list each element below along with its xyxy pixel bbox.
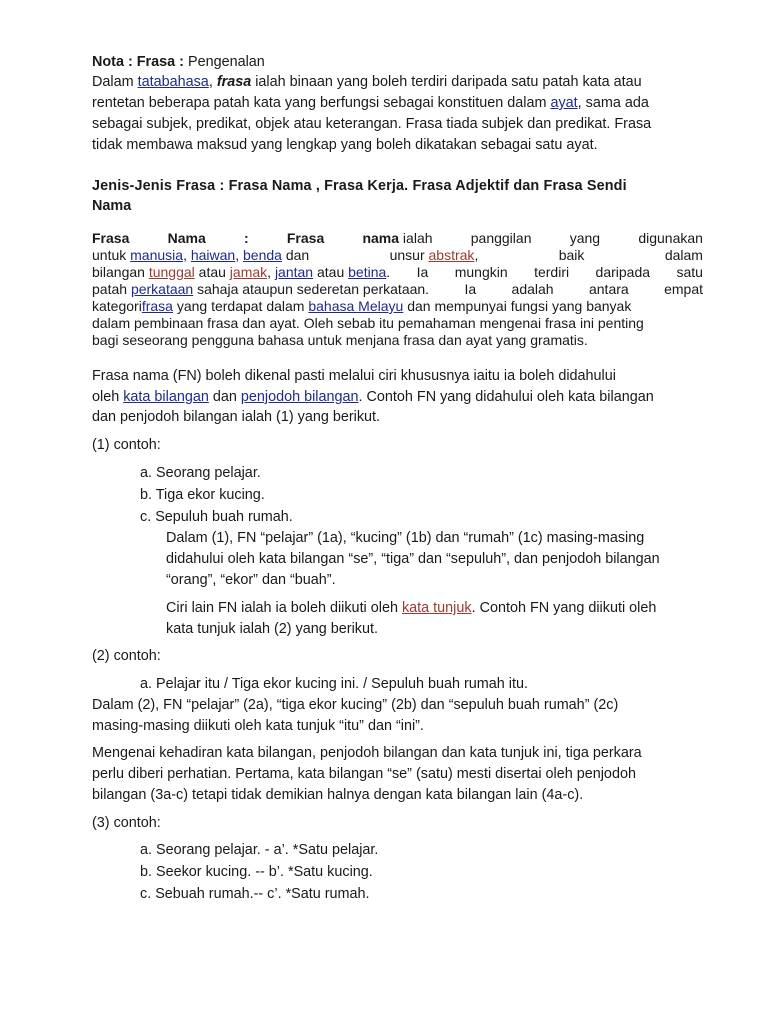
term-nama: nama bbox=[362, 230, 400, 246]
link-frasa[interactable]: frasa bbox=[141, 298, 173, 314]
word: panggilan bbox=[470, 230, 532, 246]
example-3-item: b. Seekor kucing. -- b’. *Satu kucing. bbox=[140, 864, 373, 880]
link-tunggal[interactable]: tunggal bbox=[148, 264, 195, 280]
note-title bbox=[92, 52, 265, 73]
text: dan mempunyai fungsi yang banyak bbox=[403, 298, 632, 314]
p2-line-3: dan penjodoh bilangan ialah (1) yang berikut. bbox=[92, 409, 381, 425]
link-perkataan[interactable]: perkataan bbox=[130, 281, 194, 297]
heading-line-2: Nama bbox=[92, 198, 132, 214]
link-kata-bilangan[interactable]: kata bilangan bbox=[123, 389, 209, 405]
segment bbox=[92, 264, 390, 281]
link-benda[interactable]: benda bbox=[243, 247, 282, 263]
word: mungkin bbox=[454, 264, 508, 280]
text: bilangan bbox=[92, 264, 149, 280]
link-ayat[interactable]: ayat bbox=[550, 95, 578, 111]
example-1-note: didahului oleh kata bilangan “se”, “tiga” dan “sepuluh”, dan penjodoh bilangan bbox=[166, 551, 660, 567]
text: atau bbox=[313, 264, 349, 280]
word: Frasa bbox=[92, 230, 130, 246]
word: daripada bbox=[595, 264, 651, 280]
example-1-item: c. Sepuluh buah rumah. bbox=[140, 509, 293, 525]
fn-def-line-1 bbox=[92, 230, 703, 247]
text: yang terdapat dalam bbox=[172, 298, 309, 314]
segment bbox=[92, 281, 429, 298]
text: sahaja ataupun sederetan perkataan. bbox=[193, 281, 430, 297]
word: Nama bbox=[167, 230, 206, 246]
fn-def-line-4 bbox=[92, 281, 703, 298]
p3-line: bilangan (3a-c) tetapi tidak demikian halnya dengan kata bilangan lain (4a-c). bbox=[92, 787, 584, 803]
term-frasa: frasa bbox=[216, 74, 252, 90]
fn-def-line-2 bbox=[92, 247, 703, 264]
segment bbox=[92, 247, 309, 264]
word bbox=[362, 230, 432, 247]
text: untuk bbox=[92, 247, 131, 263]
word: antara bbox=[588, 281, 629, 297]
word: baik bbox=[558, 247, 585, 263]
p3-line: perlu diberi perhatian. Pertama, kata bilangan “se” (satu) mesti disertai oleh penjodoh bbox=[92, 766, 636, 782]
intro-line-2 bbox=[92, 93, 649, 114]
word: Ia bbox=[416, 264, 429, 280]
text: . bbox=[386, 264, 391, 280]
text: , bbox=[235, 247, 243, 263]
link-betina[interactable]: betina bbox=[348, 264, 387, 280]
fn-def-line-7: bagi seseorang pengguna bahasa untuk menjana frasa dan ayat yang gramatis. bbox=[92, 332, 588, 348]
text: dan bbox=[208, 389, 241, 405]
fn-def-line-6: dalam pembinaan frasa dan ayat. Oleh sebab itu pemahaman mengenai frasa ini penting bbox=[92, 315, 644, 331]
heading-line-1: Jenis-Jenis Frasa : Frasa Nama , Frasa Kerja. Frasa Adjektif dan Frasa Sendi bbox=[92, 178, 627, 194]
example-1-label: (1) contoh: bbox=[92, 437, 161, 453]
word: Frasa bbox=[286, 230, 325, 246]
link-manusia[interactable]: manusia bbox=[130, 247, 184, 263]
p3-line: Mengenai kehadiran kata bilangan, penjodoh bilangan dan kata tunjuk ini, tiga perkara bbox=[92, 745, 642, 761]
word: dalam bbox=[664, 247, 703, 263]
example-1-note: Dalam (1), FN “pelajar” (1a), “kucing” (1b) dan “rumah” (1c) masing-masing bbox=[166, 530, 645, 546]
link-tatabahasa[interactable]: tatabahasa bbox=[137, 74, 209, 90]
link-penjodoh-bilangan[interactable]: penjodoh bilangan bbox=[240, 389, 359, 405]
word: adalah bbox=[511, 281, 554, 297]
example-2-label: (2) contoh: bbox=[92, 648, 161, 664]
text: ialah bbox=[399, 230, 433, 246]
text: patah bbox=[92, 281, 131, 297]
example-2-note: masing-masing diikuti oleh kata tunjuk “itu” dan “ini”. bbox=[92, 718, 424, 734]
word: Ia bbox=[464, 281, 477, 297]
example-1-item: a. Seorang pelajar. bbox=[140, 465, 261, 481]
p2-line-2 bbox=[92, 387, 654, 408]
link-jamak[interactable]: jamak bbox=[229, 264, 268, 280]
text: , bbox=[474, 247, 479, 263]
link-haiwan[interactable]: haiwan bbox=[190, 247, 236, 263]
text: rentetan beberapa patah kata yang berfungsi sebagai konstituen dalam bbox=[92, 95, 551, 111]
fn-def-line-3 bbox=[92, 264, 703, 281]
word: terdiri bbox=[534, 264, 570, 280]
note-title-label: Nota : Frasa : bbox=[92, 54, 184, 70]
example-2-note: Dalam (2), FN “pelajar” (2a), “tiga ekor kucing” (2b) dan “sepuluh buah rumah” (2c) bbox=[92, 697, 619, 713]
text: Dalam bbox=[92, 74, 138, 90]
example-3-item: c. Sebuah rumah.-- c’. *Satu rumah. bbox=[140, 886, 370, 902]
link-jantan[interactable]: jantan bbox=[274, 264, 314, 280]
intro-line-3: sebagai subjek, predikat, objek atau keterangan. Frasa tiada subjek dan predikat. Frasa bbox=[92, 116, 652, 132]
ciri-line-1 bbox=[166, 598, 656, 619]
text: . Contoh FN yang diikuti oleh bbox=[471, 600, 657, 616]
example-3-label: (3) contoh: bbox=[92, 815, 161, 831]
intro-line-4: tidak membawa maksud yang lengkap yang boleh dikatakan sebagai satu ayat. bbox=[92, 137, 598, 153]
word: satu bbox=[676, 264, 703, 280]
text: . Contoh FN yang didahului oleh kata bilangan bbox=[358, 389, 654, 405]
example-2-item: a. Pelajar itu / Tiga ekor kucing ini. / Sepuluh buah rumah itu. bbox=[140, 676, 528, 692]
intro-line-1 bbox=[92, 72, 642, 93]
text: ialah binaan yang boleh terdiri daripada satu patah kata atau bbox=[251, 74, 642, 90]
link-kata-tunjuk[interactable]: kata tunjuk bbox=[401, 600, 472, 616]
example-1-item: b. Tiga ekor kucing. bbox=[140, 487, 265, 503]
link-abstrak[interactable]: abstrak bbox=[428, 247, 475, 263]
text: oleh bbox=[92, 389, 124, 405]
text: Ciri lain FN ialah ia boleh diikuti oleh bbox=[166, 600, 402, 616]
text: dan bbox=[281, 247, 310, 263]
text: kategori bbox=[92, 298, 142, 314]
example-3-item: a. Seorang pelajar. - a’. *Satu pelajar. bbox=[140, 842, 379, 858]
segment bbox=[390, 247, 479, 264]
word: : bbox=[243, 230, 249, 246]
note-title-sub: Pengenalan bbox=[183, 54, 265, 70]
text: , bbox=[208, 74, 217, 90]
text: unsur bbox=[389, 247, 429, 263]
word: yang bbox=[569, 230, 601, 246]
link-bahasa-melayu[interactable]: bahasa Melayu bbox=[308, 298, 404, 314]
word: digunakan bbox=[638, 230, 703, 246]
example-1-note: “orang”, “ekor” dan “buah”. bbox=[166, 572, 336, 588]
fn-def-line-5 bbox=[92, 298, 703, 315]
text: , bbox=[267, 264, 275, 280]
text: atau bbox=[194, 264, 230, 280]
p2-line-1: Frasa nama (FN) boleh dikenal pasti melalui ciri khususnya iaitu ia boleh didahului bbox=[92, 368, 616, 384]
ciri-line-2: kata tunjuk ialah (2) yang berikut. bbox=[166, 621, 378, 637]
text: , bbox=[183, 247, 191, 263]
text: , sama ada bbox=[577, 95, 649, 111]
word: empat bbox=[664, 281, 703, 297]
